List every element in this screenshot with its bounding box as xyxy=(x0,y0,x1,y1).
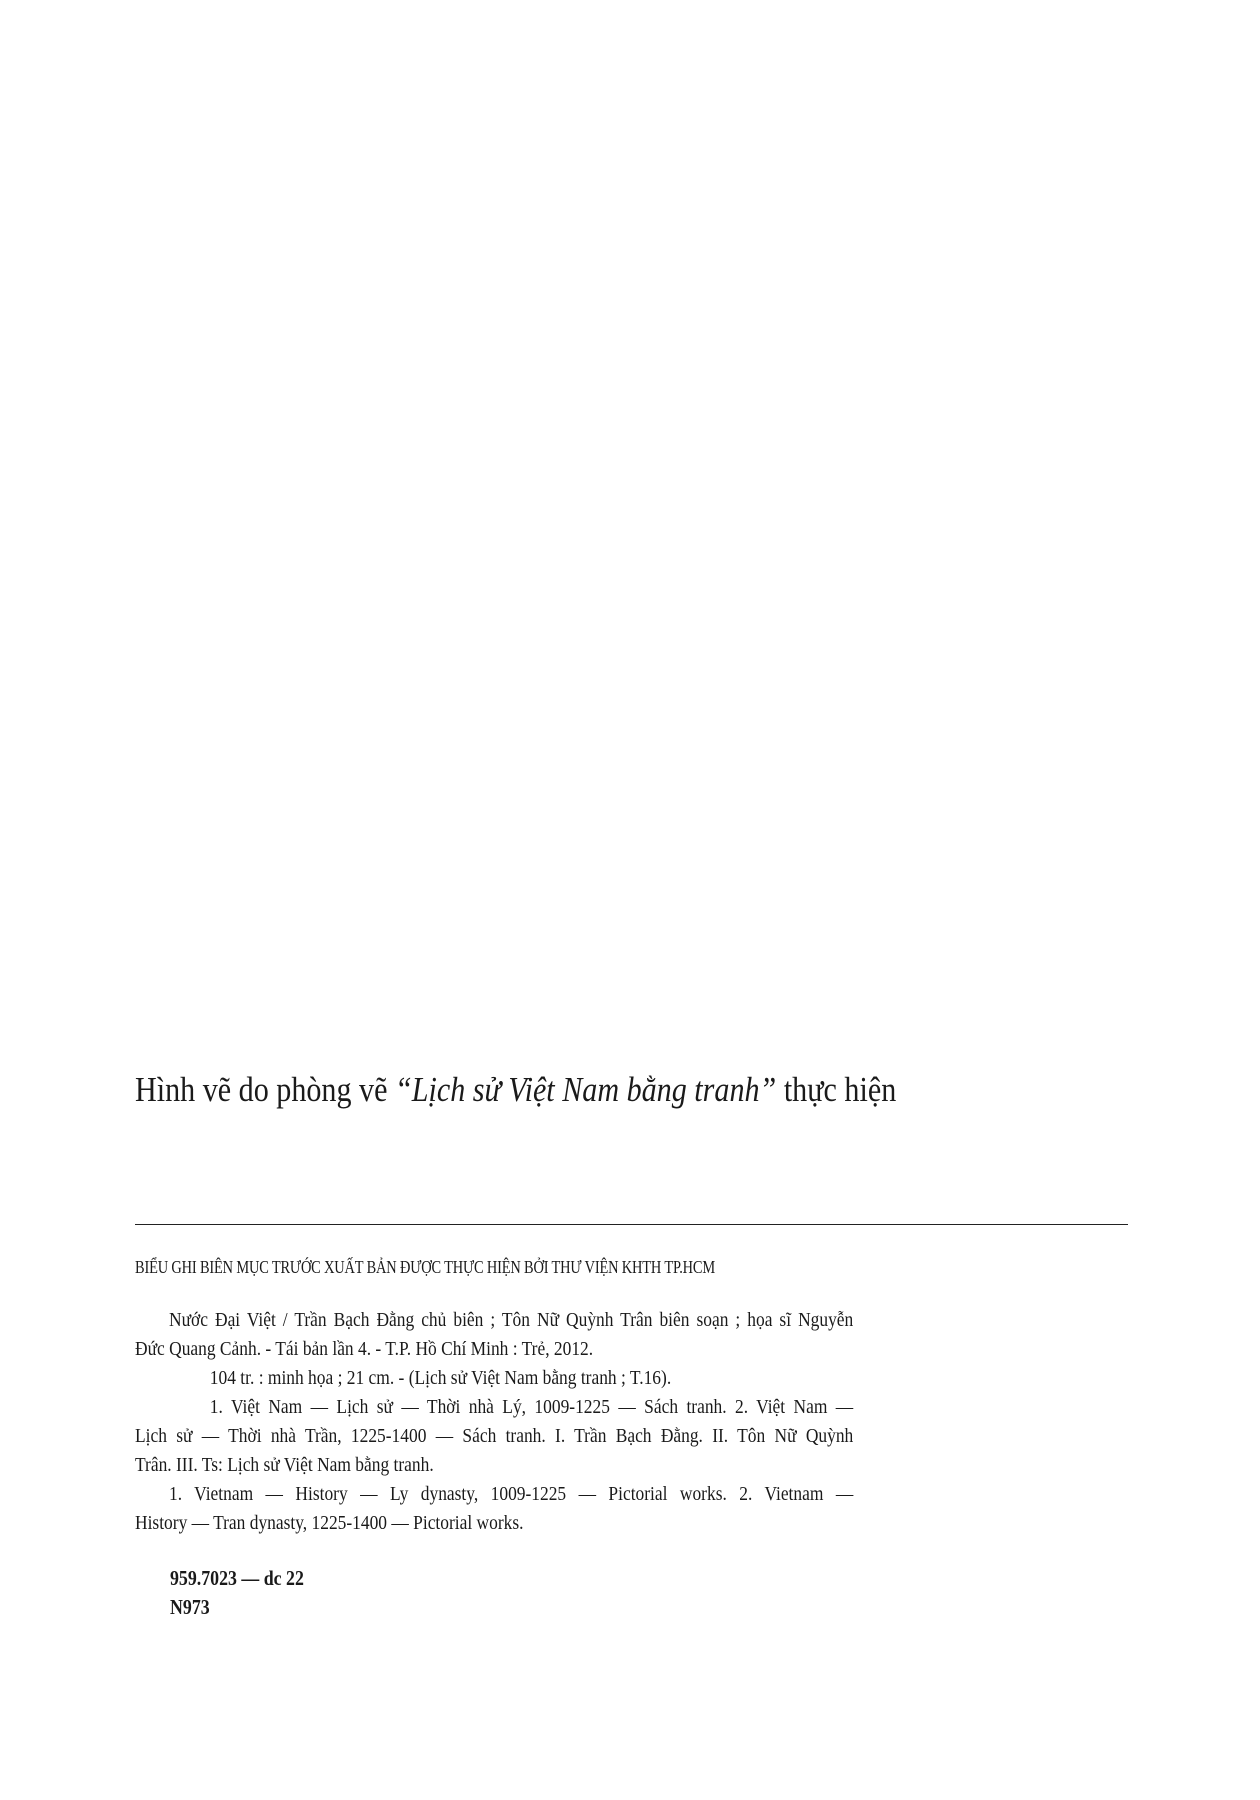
credit-suffix: thực hiện xyxy=(776,1070,897,1109)
dewey-number: 959.7023 — dc 22 xyxy=(170,1566,304,1590)
record-line: 1. Việt Nam — Lịch sử — Thời nhà Lý, 1009-1225 — Sách tranh. 2. Việt Nam — xyxy=(209,1396,854,1418)
illustration-credit xyxy=(135,1070,896,1110)
catalog-heading: BIỂU GHI BIÊN MỤC TRƯỚC XUẤT BẢN ĐƯỢC THỰC HIỆN BỞI THƯ VIỆN KHTH TP.HCM xyxy=(135,1257,715,1277)
record-line: Đức Quang Cảnh. - Tái bản lần 4. - T.P. Hồ Chí Minh : Trẻ, 2012. xyxy=(135,1338,594,1360)
catalog-record xyxy=(135,1306,853,1538)
record-line: Nước Đại Việt / Trần Bạch Đằng chủ biên ; Tôn Nữ Quỳnh Trân biên soạn ; họa sĩ Nguyễn xyxy=(169,1309,854,1331)
record-line: History — Tran dynasty, 1225-1400 — Pictorial works. xyxy=(135,1512,524,1534)
record-line: Trân. III. Ts: Lịch sử Việt Nam bằng tranh. xyxy=(135,1454,434,1476)
divider-rule xyxy=(135,1224,1128,1225)
credit-prefix: Hình vẽ do phòng vẽ xyxy=(135,1070,396,1109)
cutter-number: N973 xyxy=(170,1595,210,1619)
record-line: 104 tr. : minh họa ; 21 cm. - (Lịch sử Việt Nam bằng tranh ; T.16). xyxy=(209,1367,672,1389)
classification-block xyxy=(170,1564,304,1622)
record-line: Lịch sử — Thời nhà Trần, 1225-1400 — Sách tranh. I. Trần Bạch Đằng. II. Tôn Nữ Quỳnh xyxy=(135,1425,854,1447)
series-title: “Lịch sử Việt Nam bằng tranh” xyxy=(395,1070,777,1109)
record-line: 1. Vietnam — History — Ly dynasty, 1009-1225 — Pictorial works. 2. Vietnam — xyxy=(169,1483,854,1505)
